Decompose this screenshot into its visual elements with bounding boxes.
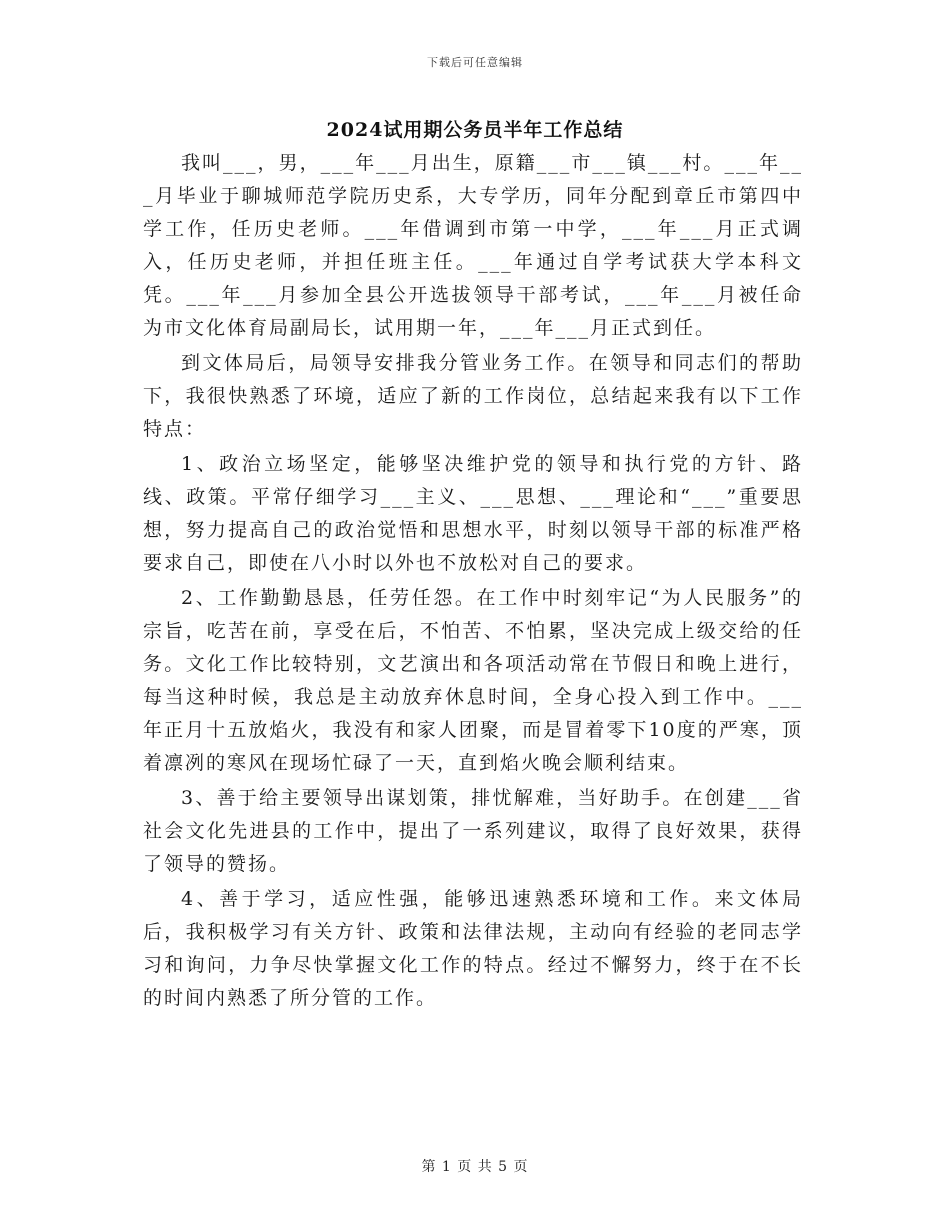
page-header-note: 下载后可任意编辑 bbox=[427, 56, 523, 69]
paragraph-work-overview: 到文体局后，局领导安排我分管业务工作。在领导和同志们的帮助下，我很快熟悉了环境，适应了新的工作岗位，总结起来我有以下工作特点： bbox=[143, 352, 803, 440]
document-title: 2024试用期公务员半年工作总结 bbox=[326, 119, 624, 141]
paragraph-political-stance: 1、政治立场坚定，能够坚决维护党的领导和执行党的方针、路线、政策。平常仔细学习___主义、___思想、___理论和“___”重要思想，努力提高自己的政治觉悟和思想水平，时刻以领导干部的标准严格要求自己，即使在八小时以外也不放松对自己的要求。 bbox=[143, 453, 803, 574]
paragraph-learning-adaptability: 4、善于学习，适应性强，能够迅速熟悉环境和工作。来文体局后，我积极学习有关方针、政策和法律法规，主动向有经验的老同志学习和询问，力争尽快掌握文化工作的特点。经过不懈努力，终于在不长的时间内熟悉了所分管的工作。 bbox=[143, 888, 803, 1009]
paragraph-personal-background: 我叫___，男，___年___月出生，原籍___市___镇___村。___年___月毕业于聊城师范学院历史系，大专学历，同年分配到章丘市第四中学工作，任历史老师。___年借调到市第一中学，___年___月正式调入，任历史老师，并担任班主任。___年通过自学考试获大学本科文凭。___年___月参加全县公开选拔领导干部考试，___年___月被任命为市文化体育局副局长，试用期一年，___年___月正式到任。 bbox=[143, 152, 803, 339]
page-indicator: 第 1 页 共 5 页 bbox=[421, 1159, 529, 1175]
paragraph-assisting-leaders: 3、善于给主要领导出谋划策，排忧解难，当好助手。在创建___省社会文化先进县的工作中，提出了一系列建议，取得了良好效果，获得了领导的赞扬。 bbox=[143, 787, 803, 875]
document-body bbox=[143, 147, 803, 1017]
paragraph-diligence: 2、工作勤勤恳恳，任劳任怨。在工作中时刻牢记“为人民服务”的宗旨，吃苦在前，享受在后，不怕苦、不怕累，坚决完成上级交给的任务。文化工作比较特别，文艺演出和各项活动常在节假日和晚上进行，每当这种时候，我总是主动放弃休息时间，全身心投入到工作中。___年正月十五放焰火，我没有和家人团聚，而是冒着零下10度的严寒，顶着凛冽的寒风在现场忙碌了一天，直到焰火晚会顺利结束。 bbox=[143, 587, 803, 774]
